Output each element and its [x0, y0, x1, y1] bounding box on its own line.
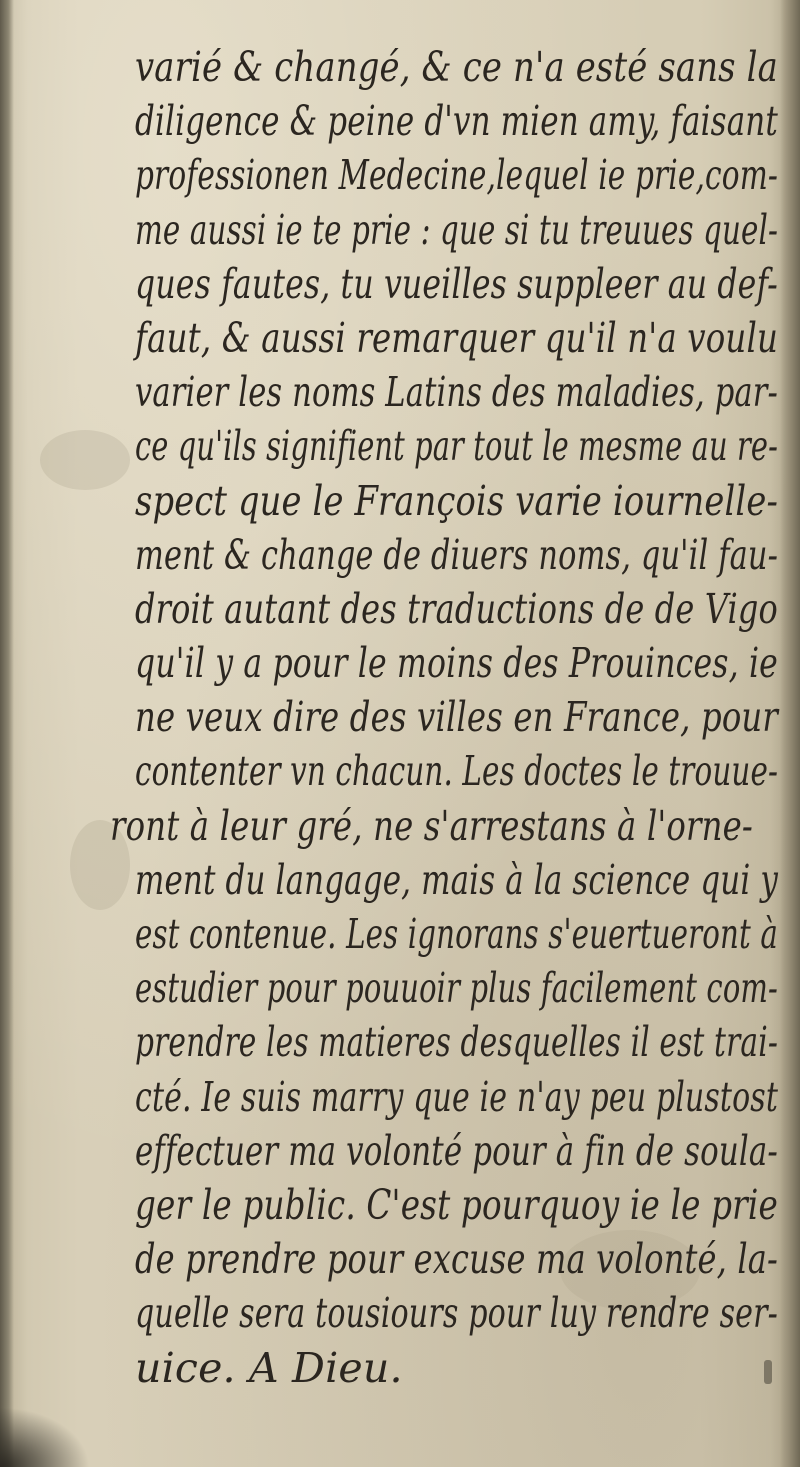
- text-line: varié & changé, & ce n'a esté sans la: [135, 43, 778, 91]
- text-line: droit autant des traductions de de Vigo: [135, 584, 778, 633]
- text-line: cté. Ie suis marry que ie n'ay peu plustost: [135, 1072, 779, 1121]
- paper-stain: [40, 430, 130, 490]
- text-line: est contenue. Les ignorans s'euertueront à: [135, 910, 779, 958]
- text-line: professionen Medecine,lequel ie prie,com-: [135, 151, 778, 200]
- text-line: ment du langage, mais à la science qui y: [135, 855, 778, 904]
- text-line: ment & change de diuers noms, qu'il fau-: [135, 530, 778, 579]
- body-text: [110, 40, 790, 1395]
- text-line: diligence & peine d'vn mien amy, faisant: [135, 97, 778, 146]
- text-line: prendre les matieres desquelles il est trai-: [135, 1018, 779, 1067]
- text-line: ger le public. C'est pourquoy ie le prie: [135, 1180, 778, 1229]
- text-line: faut, & aussi remarquer qu'il n'a voulu: [135, 313, 778, 362]
- page-corner-shadow: [0, 1407, 90, 1467]
- text-line: ce qu'ils signifient par tout le mesme au re-: [135, 422, 778, 471]
- text-line: spect que le François varie iournelle-: [135, 476, 778, 525]
- text-line: ne veux dire des villes en France, pour: [135, 693, 779, 742]
- text-line: ront à leur gré, ne s'arrestans à l'orne-: [110, 801, 754, 850]
- text-line: me aussi ie te prie : que si tu treuues quel-: [135, 205, 779, 254]
- text-line: varier les noms Latins des maladies, par-: [135, 368, 779, 417]
- text-line: qu'il y a pour le moins des Prouinces, ie: [135, 639, 778, 688]
- page-gutter-shadow: [0, 0, 14, 1467]
- text-line: effectuer ma volonté pour à fin de soula-: [135, 1126, 778, 1175]
- text-line: de prendre pour excuse ma volonté, la-: [135, 1235, 779, 1284]
- text-line: ques fautes, tu vueilles suppleer au def-: [135, 259, 778, 308]
- text-line: uice. A Dieu.: [135, 1343, 403, 1392]
- text-line: contenter vn chacun. Les doctes le trouue-: [135, 747, 779, 796]
- text-line: estudier pour pouuoir plus facilement com-: [135, 964, 778, 1013]
- text-line: quelle sera tousiours pour luy rendre ser-: [135, 1289, 779, 1338]
